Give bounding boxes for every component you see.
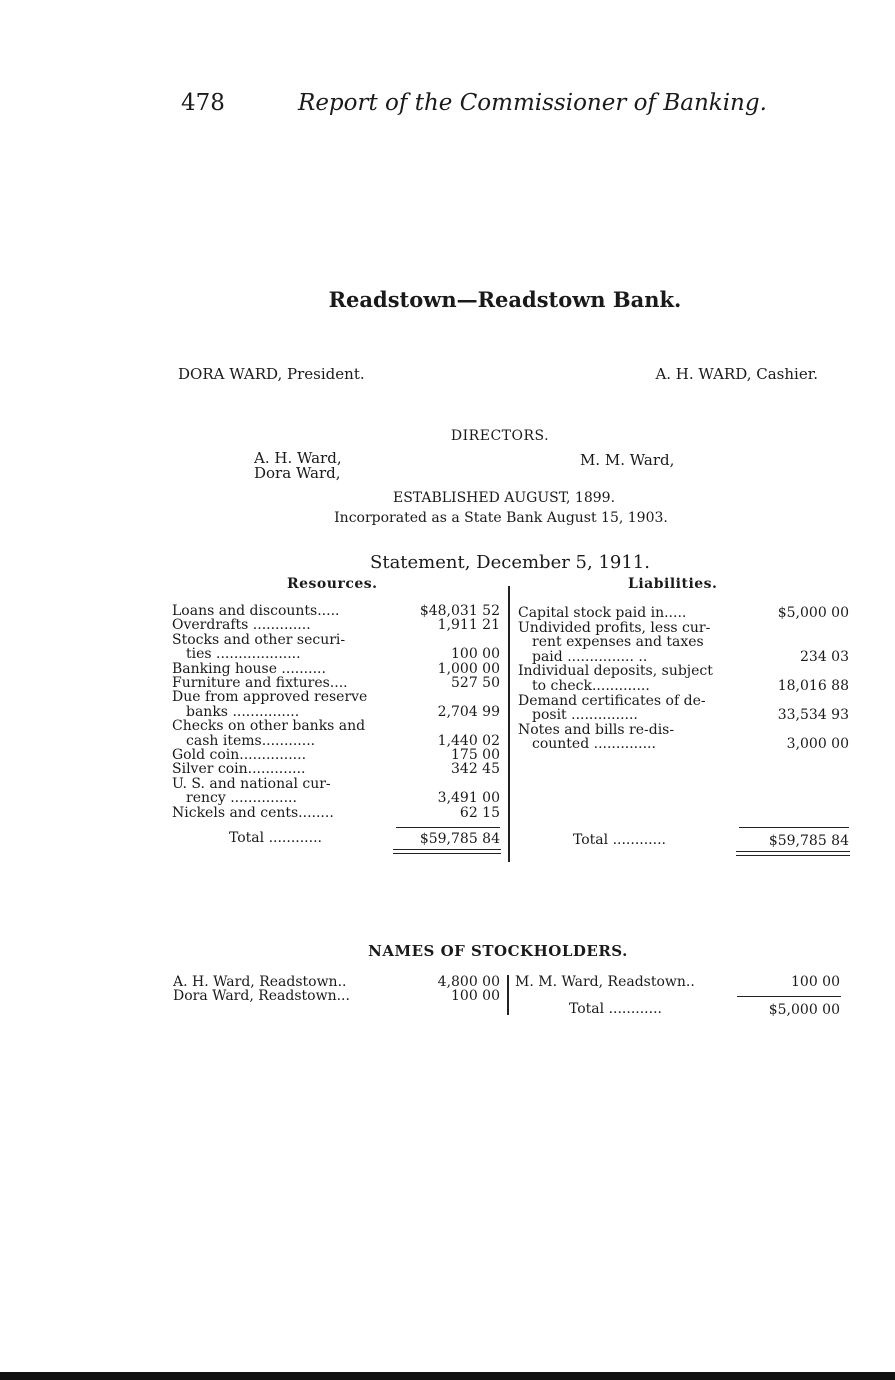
stockholder-name: M. M. Ward, Readstown..: [515, 974, 695, 990]
row-label: rent expenses and taxes: [532, 634, 704, 651]
row-label: Capital stock paid in.....: [518, 605, 687, 621]
row-label: rency ...............: [186, 790, 297, 807]
row-amount: 342 45: [451, 761, 500, 778]
incorporated-line: Incorporated as a State Bank August 15, 1903.: [334, 510, 668, 526]
row-amount: 2,704 99: [437, 703, 500, 720]
double-rule: [393, 853, 501, 854]
row-amount: 62 15: [459, 804, 500, 821]
row-amount: 18,016 88: [777, 678, 849, 694]
table-row: [172, 791, 502, 806]
total-rule: [737, 996, 841, 997]
running-title: Report of the Commissioner of Banking.: [298, 90, 767, 116]
total-rule: [396, 827, 500, 828]
director-name: Dora Ward,: [254, 464, 341, 482]
table-row: [518, 635, 850, 650]
row-amount: 33,534 93: [777, 707, 849, 724]
row-label: Notes and bills re-dis-: [518, 721, 675, 738]
page-number: 478: [181, 90, 225, 116]
row-label: Nickels and cents........: [172, 804, 334, 821]
double-rule: [736, 851, 850, 852]
directors-heading: DIRECTORS.: [450, 428, 550, 444]
row-amount: 3,000 00: [786, 736, 849, 753]
stockholder-name: Dora Ward, Readstown...: [173, 988, 350, 1004]
row-label: Furniture and fixtures....: [172, 675, 348, 691]
row-label: to check.............: [532, 678, 650, 694]
row-label: counted ..............: [532, 736, 656, 753]
row-label: Gold coin...............: [172, 747, 307, 763]
row-label: Loans and discounts.....: [172, 603, 340, 619]
stockholders-heading: NAMES OF STOCKHOLDERS.: [368, 942, 628, 960]
row-amount: 1,911 21: [437, 617, 500, 634]
stockholder-amount: 4,800 00: [437, 974, 500, 990]
row-amount: 3,491 00: [437, 790, 500, 807]
cashier: A. H. WARD, Cashier.: [655, 365, 818, 383]
row-label: Due from approved reserve: [172, 689, 368, 706]
table-row: [172, 719, 502, 734]
double-rule: [393, 849, 501, 850]
table-row: [172, 806, 502, 821]
row-label: Silver coin.............: [172, 761, 306, 778]
table-row: [518, 679, 850, 694]
statement-title: Statement, December 5, 1911.: [370, 552, 650, 573]
row-label: Stocks and other securi-: [172, 631, 346, 648]
row-label: Demand certificates of de-: [518, 692, 706, 709]
row-label: Checks on other banks and: [172, 718, 366, 735]
column-divider: [508, 586, 510, 862]
row-amount: 527 50: [451, 675, 500, 691]
row-label: Banking house ..........: [172, 660, 326, 677]
liabilities-heading: Liabilities.: [628, 576, 718, 592]
liabilities-total: $59,785 84: [768, 833, 849, 849]
column-divider: [507, 975, 509, 1015]
established-line: ESTABLISHED AUGUST, 1899.: [392, 490, 616, 506]
stockholders-total: $5,000 00: [768, 1002, 840, 1018]
director-name: A. H. Ward,: [254, 449, 342, 467]
stockholder-name: A. H. Ward, Readstown..: [173, 974, 347, 990]
total-rule: [739, 827, 849, 828]
bank-title: Readstown—Readstown Bank.: [328, 287, 682, 312]
table-row: [518, 606, 850, 621]
row-amount: $5,000 00: [777, 605, 849, 621]
row-label: ties ...................: [186, 646, 301, 663]
row-label: banks ...............: [186, 703, 300, 720]
row-amount: 1,440 02: [437, 732, 500, 749]
row-label: cash items............: [186, 732, 316, 749]
row-label: paid ............... ..: [532, 648, 648, 665]
president: DORA WARD, President.: [178, 365, 365, 383]
resources-total: $59,785 84: [419, 831, 500, 847]
row-label: Overdrafts .............: [172, 617, 311, 634]
row-amount: 100 00: [451, 646, 500, 663]
resources-table: [172, 604, 502, 824]
table-row: [172, 647, 502, 662]
resources-heading: Resources.: [287, 576, 378, 592]
stockholder-amount: 100 00: [451, 988, 500, 1004]
row-label: Undivided profits, less cur-: [518, 619, 711, 636]
resources-total-label: Total ............: [229, 830, 322, 846]
row-label: U. S. and national cur-: [172, 775, 331, 792]
scan-edge: [0, 1372, 895, 1380]
double-rule: [736, 855, 850, 856]
liabilities-table: [518, 606, 850, 756]
liabilities-total-label: Total ............: [573, 832, 666, 848]
table-row: [518, 737, 850, 752]
stockholders-total-label: Total ............: [569, 1001, 662, 1017]
row-amount: $48,031 52: [419, 603, 500, 619]
row-amount: 234 03: [800, 648, 849, 665]
stockholder-amount: 100 00: [791, 974, 840, 990]
row-amount: 1,000 00: [437, 660, 500, 677]
director-name: M. M. Ward,: [580, 451, 675, 469]
row-amount: 175 00: [451, 747, 500, 763]
table-row: [518, 708, 850, 723]
row-label: Individual deposits, subject: [518, 663, 713, 680]
row-label: posit ...............: [532, 707, 638, 724]
